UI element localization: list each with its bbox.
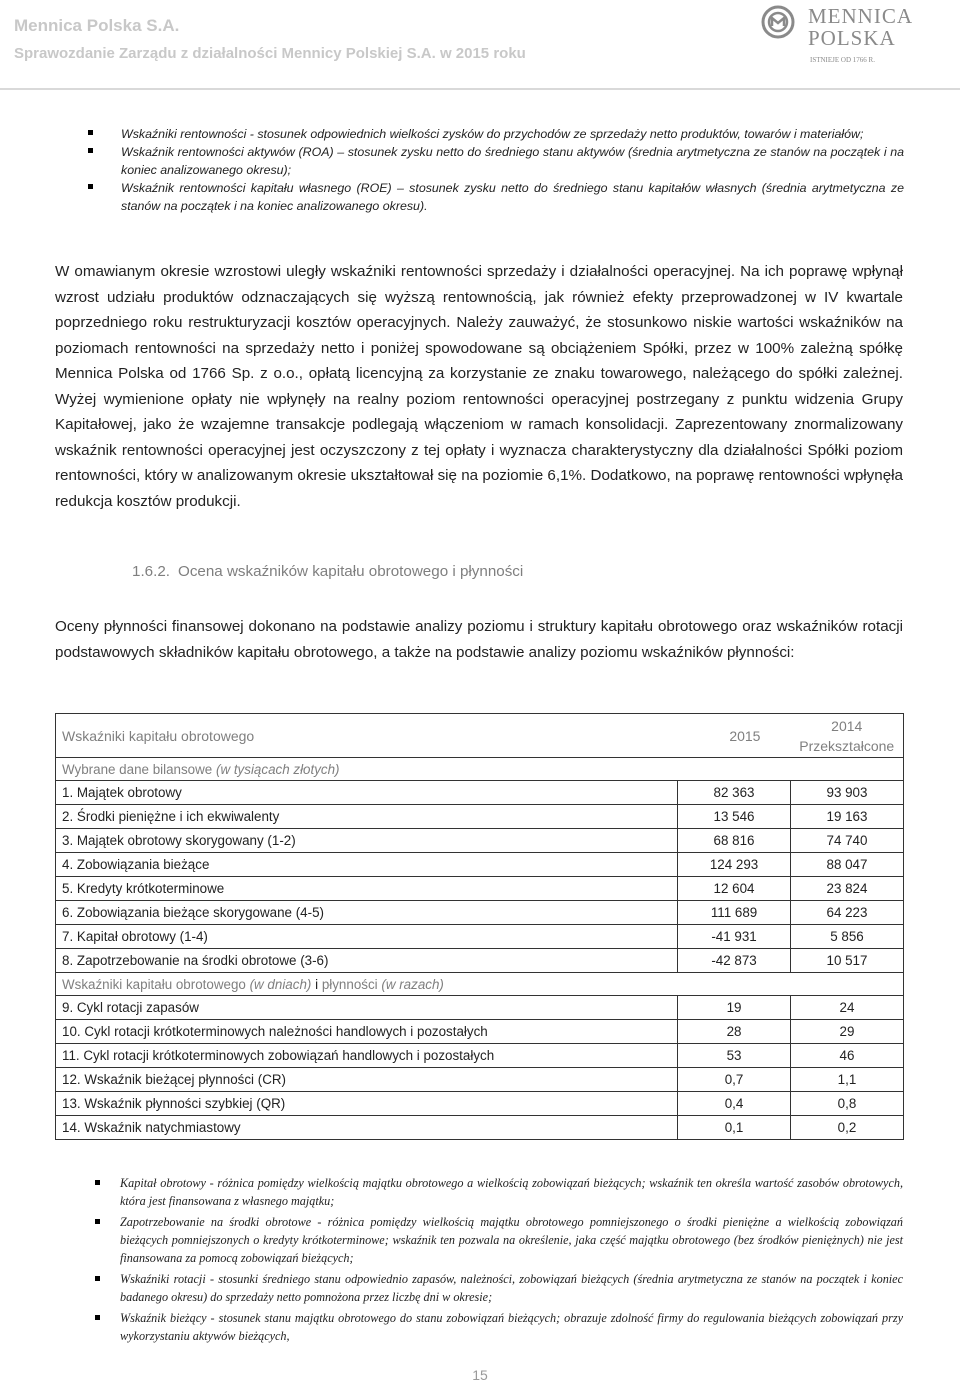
row-value-2014: 23 824 (790, 877, 903, 901)
row-value-2014: 0,8 (790, 1092, 903, 1116)
definition-item: Wskaźnik bieżący - stosunek stanu majątku obrotowego do stanu zobowiązań bieżących; obrazuje zdolność firmy do regulowania bieżących zobowiązań przy wykorzystaniu aktywów bieżących, (100, 1309, 903, 1345)
row-value-2015: -42 873 (678, 949, 791, 973)
row-label: 7. Kapitał obrotowy (1-4) (56, 925, 678, 949)
table-section-ratios (56, 973, 904, 996)
table-row (56, 1020, 904, 1044)
header-report-title: Sprawozdanie Zarządu z działalności Mennicy Polskiej S.A. w 2015 roku (14, 45, 526, 62)
definition-item: Zapotrzebowanie na środki obrotowe - różnica pomiędzy wielkością majątku obrotowego pomniejszonego o środki pieniężne a wielkością zobowiązań bieżących pomniejszonych o kredyty krótkoterminowe; wskaźnik ten pozwala na określenie, jaka część majątku obrotowego (bez środków pieniężnych) nie jest finansowana za pomocą zobowiązań bieżących; (100, 1213, 903, 1267)
table-row (56, 1092, 904, 1116)
row-value-2014: 10 517 (790, 949, 903, 973)
section-number: 1.6.2. (132, 563, 170, 580)
table-row (56, 829, 904, 853)
table-header-label: Wskaźniki kapitału obrotowego (56, 714, 678, 758)
header-company-name: Mennica Polska S.A. (14, 16, 180, 35)
table-row (56, 781, 904, 805)
definition-item: Wskaźniki rentowności - stosunek odpowiednich wielkości zysków do przychodów ze sprzedaży netto produktów, towarów i materiałów; (96, 125, 904, 143)
row-value-2015: 0,1 (678, 1116, 791, 1140)
row-value-2014: 93 903 (790, 781, 903, 805)
row-label: 11. Cykl rotacji krótkoterminowych zobowiązań handlowych i pozostałych (56, 1044, 678, 1068)
table-row (56, 949, 904, 973)
section-title: Ocena wskaźników kapitału obrotowego i płynności (178, 563, 524, 580)
table-row (56, 1116, 904, 1140)
row-value-2015: 0,4 (678, 1092, 791, 1116)
table-header-2014-note: Przekształcone (799, 737, 895, 754)
table-header-2014-year: 2014 (831, 717, 863, 734)
row-value-2014: 24 (790, 996, 903, 1020)
row-label: 14. Wskaźnik natychmiastowy (56, 1116, 678, 1140)
logo-line-2: POLSKA (808, 26, 896, 50)
row-value-2014: 5 856 (790, 925, 903, 949)
row-label: 4. Zobowiązania bieżące (56, 853, 678, 877)
row-value-2015: 12 604 (678, 877, 791, 901)
table-row (56, 901, 904, 925)
definitions-bottom-list (100, 1174, 903, 1348)
row-value-2015: 13 546 (678, 805, 791, 829)
table-row (56, 805, 904, 829)
row-label: 6. Zobowiązania bieżące skorygowane (4-5) (56, 901, 678, 925)
row-value-2015: 111 689 (678, 901, 791, 925)
row-value-2015: 68 816 (678, 829, 791, 853)
row-value-2015: 82 363 (678, 781, 791, 805)
row-value-2014: 88 047 (790, 853, 903, 877)
row-value-2015: 19 (678, 996, 791, 1020)
paragraph-profitability: W omawianym okresie wzrostowi uległy wskaźniki rentowności sprzedaży i działalności operacyjnej. Na ich poprawę wpłynął wzrost udziału produktów odznaczających się wyższą rentownością, jak również efekty przeprowadzonej w IV kwartale poprzedniego roku restrukturyzacji kosztów operacyjnych. Należy zauważyć, że stosunkowo niskie wartości wskaźników na poziomach rentowności na sprzedaży netto i poniżej spowodowane są obciążeniem Spółki, przez w 100% zależną spółkę Mennica Polska od 1766 Sp. z o.o., opłatą licencyjną za korzystanie ze znaku towarowego, należącego do spółki zależnej. Wyżej wymienione opłaty nie wpłynęły na realny poziom rentowności operacyjnej postrzegany z punktu widzenia Grupy Kapitałowej, jako że wzajemne transakcje podlegają włączeniom w ramach konsolidacji. Zaprezentowany znormalizowany wskaźnik rentowności operacyjnej jest oczyszczony z tej opłaty i wyznacza charakterystyczny dla działalności Spółki poziom rentowności, który w analizowanym okresie ukształtował się na poziomie 6,1%. Dodatkowo, na poprawę rentowności wpłynęła redukcja kosztów produkcji. (55, 263, 903, 510)
row-label: 1. Majątek obrotowy (56, 781, 678, 805)
logo-line-3: ISTNIEJE OD 1766 R. (810, 56, 875, 64)
header-divider (0, 88, 960, 90)
table-header-2015: 2015 (678, 714, 791, 758)
section-heading (132, 563, 531, 580)
row-value-2014: 74 740 (790, 829, 903, 853)
company-logo (760, 2, 950, 72)
mennica-emblem-icon (760, 2, 804, 46)
table-row (56, 996, 904, 1020)
row-value-2015: 53 (678, 1044, 791, 1068)
table-header-row (56, 714, 904, 758)
section-balance-label: Wybrane dane bilansowe (62, 761, 213, 777)
row-value-2014: 46 (790, 1044, 903, 1068)
table-section-balance (56, 758, 904, 781)
row-value-2014: 29 (790, 1020, 903, 1044)
page-number: 15 (472, 1367, 488, 1383)
definition-item: Wskaźnik rentowności kapitału własnego (ROE) – stosunek zysku netto do średniego stanu kapitałów własnych (średnia arytmetyczna ze stanów na początek i na koniec analizowanego okresu). (96, 179, 904, 215)
paragraph-liquidity: Oceny płynności finansowej dokonano na podstawie analizy poziomu i struktury kapitału obrotowego oraz wskaźników rotacji podstawowych składników kapitału obrotowego, a także na podstawie analizy poziomu wskaźników płynności: (55, 618, 903, 661)
row-label: 5. Kredyty krótkoterminowe (56, 877, 678, 901)
table-row (56, 1044, 904, 1068)
row-value-2015: 0,7 (678, 1068, 791, 1092)
section-balance-unit: (w tysiącach złotych) (215, 761, 340, 777)
row-label: 8. Zapotrzebowanie na środki obrotowe (3-6) (56, 949, 678, 973)
row-value-2015: -41 931 (678, 925, 791, 949)
row-label: 13. Wskaźnik płynności szybkiej (QR) (56, 1092, 678, 1116)
definitions-top-list (96, 125, 904, 215)
row-value-2014: 1,1 (790, 1068, 903, 1092)
table-header-2014 (790, 714, 903, 758)
definition-item: Wskaźniki rotacji - stosunki średniego stanu odpowiednio zapasów, należności, zobowiązań bieżących (średnia arytmetyczna ze stanów na początek i koniec badanego okresu) do sprzedaży netto pomnożona przez liczbę dni w okresie; (100, 1270, 903, 1306)
table-row (56, 853, 904, 877)
table-section-row (56, 758, 904, 781)
page-header (0, 0, 960, 92)
table-row (56, 925, 904, 949)
row-label: 2. Środki pieniężne i ich ekwiwalenty (56, 805, 678, 829)
row-label: 12. Wskaźnik bieżącej płynności (CR) (56, 1068, 678, 1092)
table-row (56, 1068, 904, 1092)
logo-line-1: MENNICA (808, 4, 913, 28)
row-label: 10. Cykl rotacji krótkoterminowych należności handlowych i pozostałych (56, 1020, 678, 1044)
row-value-2014: 64 223 (790, 901, 903, 925)
section-ratios-unit-b: (w razach) (381, 976, 444, 992)
section-ratios-label-a: Wskaźniki kapitału obrotowego (62, 976, 246, 992)
row-value-2014: 19 163 (790, 805, 903, 829)
definition-item: Kapitał obrotowy - różnica pomiędzy wielkością majątku obrotowego a wielkością zobowiązań bieżących; wskaźnik ten określa wartość zasobów obrotowych, która jest finansowana z własnego majątku; (100, 1174, 903, 1210)
row-label: 9. Cykl rotacji zapasów (56, 996, 678, 1020)
table-section-row (56, 973, 904, 996)
row-value-2014: 0,2 (790, 1116, 903, 1140)
working-capital-table (55, 713, 904, 1140)
table-row (56, 877, 904, 901)
row-label: 3. Majątek obrotowy skorygowany (1-2) (56, 829, 678, 853)
row-value-2015: 28 (678, 1020, 791, 1044)
section-ratios-label-b: płynności (321, 976, 378, 992)
definition-item: Wskaźnik rentowności aktywów (ROA) – stosunek zysku netto do średniego stanu aktywów (średnia arytmetyczna ze stanów na początek i na koniec analizowanego okresu); (96, 143, 904, 179)
section-ratios-conj: i (315, 976, 319, 992)
section-ratios-unit-a: (w dniach) (249, 976, 312, 992)
row-value-2015: 124 293 (678, 853, 791, 877)
